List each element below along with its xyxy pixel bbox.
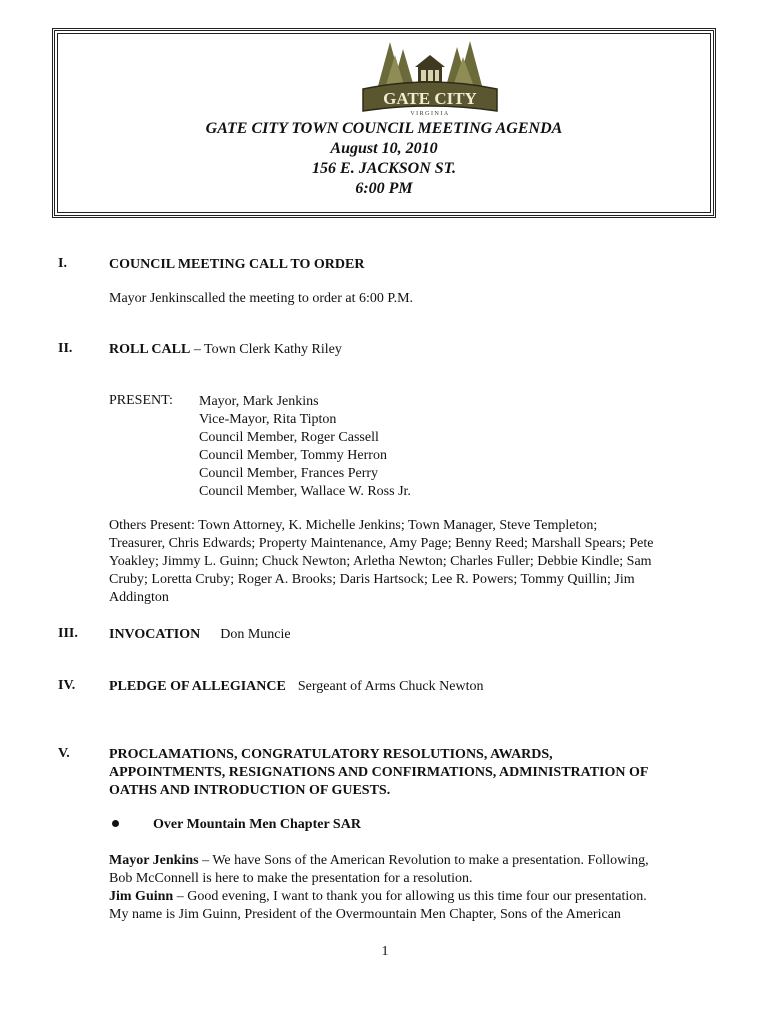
present-member: Mayor, Mark Jenkins xyxy=(199,394,319,409)
section-number: III. xyxy=(58,626,78,641)
logo-text: GATE CITY xyxy=(383,89,477,108)
others-line: Others Present: Town Attorney, K. Michelle Jenkins; Town Manager, Steve Templeton; xyxy=(109,518,598,533)
section-rest: Don Muncie xyxy=(220,627,291,642)
section-number: IV. xyxy=(58,678,76,693)
section-heading-line: APPOINTMENTS, RESIGNATIONS AND CONFIRMATIONS, ADMINISTRATION OF xyxy=(109,765,649,780)
agenda-date: August 10, 2010 xyxy=(330,140,438,157)
section-heading: ROLL CALL xyxy=(109,342,191,357)
speaker-name: Mayor Jenkins xyxy=(109,853,199,868)
transcript-line: My name is Jim Guinn, President of the Overmountain Men Chapter, Sons of the American xyxy=(109,907,621,922)
transcript xyxy=(109,852,709,924)
section-line xyxy=(109,341,709,359)
present-member: Council Member, Tommy Herron xyxy=(199,448,387,463)
section-heading-block xyxy=(109,746,709,800)
header-box xyxy=(52,28,716,218)
agenda-time: 6:00 PM xyxy=(355,180,413,197)
others-present xyxy=(109,517,709,607)
section-heading-line: OATHS AND INTRODUCTION OF GUESTS. xyxy=(109,783,391,798)
section-text: Mayor Jenkinscalled the meeting to order at 6:00 P.M. xyxy=(109,291,414,306)
present-member: Vice-Mayor, Rita Tipton xyxy=(199,412,337,427)
section-heading: COUNCIL MEETING CALL TO ORDER xyxy=(109,257,365,272)
page-number: 1 xyxy=(381,944,389,959)
section-rest: Sergeant of Arms Chuck Newton xyxy=(297,679,484,694)
agenda-title: GATE CITY TOWN COUNCIL MEETING AGENDA xyxy=(205,120,563,137)
others-line: Yoakley; Jimmy L. Guinn; Chuck Newton; Arletha Newton; Charles Fuller; Debbie Kindle; Sam xyxy=(109,554,652,569)
section-number: I. xyxy=(58,256,67,271)
transcript-text: – Good evening, I want to thank you for allowing us this time four our presentation. xyxy=(173,889,647,904)
others-line: Cruby; Loretta Cruby; Roger A. Brooks; Daris Hartsock; Lee R. Powers; Tommy Quillin; Jim xyxy=(109,572,635,587)
agenda-address: 156 E. JACKSON ST. xyxy=(312,160,456,177)
transcript-text: – We have Sons of the American Revolution to make a presentation. Following, xyxy=(198,853,649,868)
section-number: II. xyxy=(58,341,73,356)
section-line xyxy=(109,678,709,696)
gate-city-logo xyxy=(355,37,505,117)
present-member: Council Member, Roger Cassell xyxy=(199,430,379,445)
section-heading: INVOCATION xyxy=(109,627,201,642)
transcript-line xyxy=(109,852,709,870)
bullet-item: Over Mountain Men Chapter SAR xyxy=(153,817,361,832)
section-heading: PLEDGE OF ALLEGIANCE xyxy=(109,679,286,694)
bullet-icon xyxy=(112,820,119,827)
present-member: Council Member, Wallace W. Ross Jr. xyxy=(199,484,411,499)
present-label: PRESENT: xyxy=(109,393,173,408)
section-line xyxy=(109,626,709,644)
agenda-title-block xyxy=(55,119,713,199)
speaker-name: Jim Guinn xyxy=(109,889,174,904)
transcript-line xyxy=(109,888,709,906)
others-line: Treasurer, Chris Edwards; Property Maintenance, Amy Page; Benny Reed; Marshall Spears; Pete xyxy=(109,536,654,551)
section-number: V. xyxy=(58,746,70,761)
section-heading-line: PROCLAMATIONS, CONGRATULATORY RESOLUTIONS, AWARDS, xyxy=(109,747,553,762)
others-line: Addington xyxy=(109,590,169,605)
present-member: Council Member, Frances Perry xyxy=(199,466,379,481)
section-rest: – Town Clerk Kathy Riley xyxy=(190,342,342,357)
logo-subtext: VIRGINIA xyxy=(410,111,450,117)
present-list xyxy=(199,393,411,501)
transcript-line: Bob McConnell is here to make the presentation for a resolution. xyxy=(109,871,473,886)
